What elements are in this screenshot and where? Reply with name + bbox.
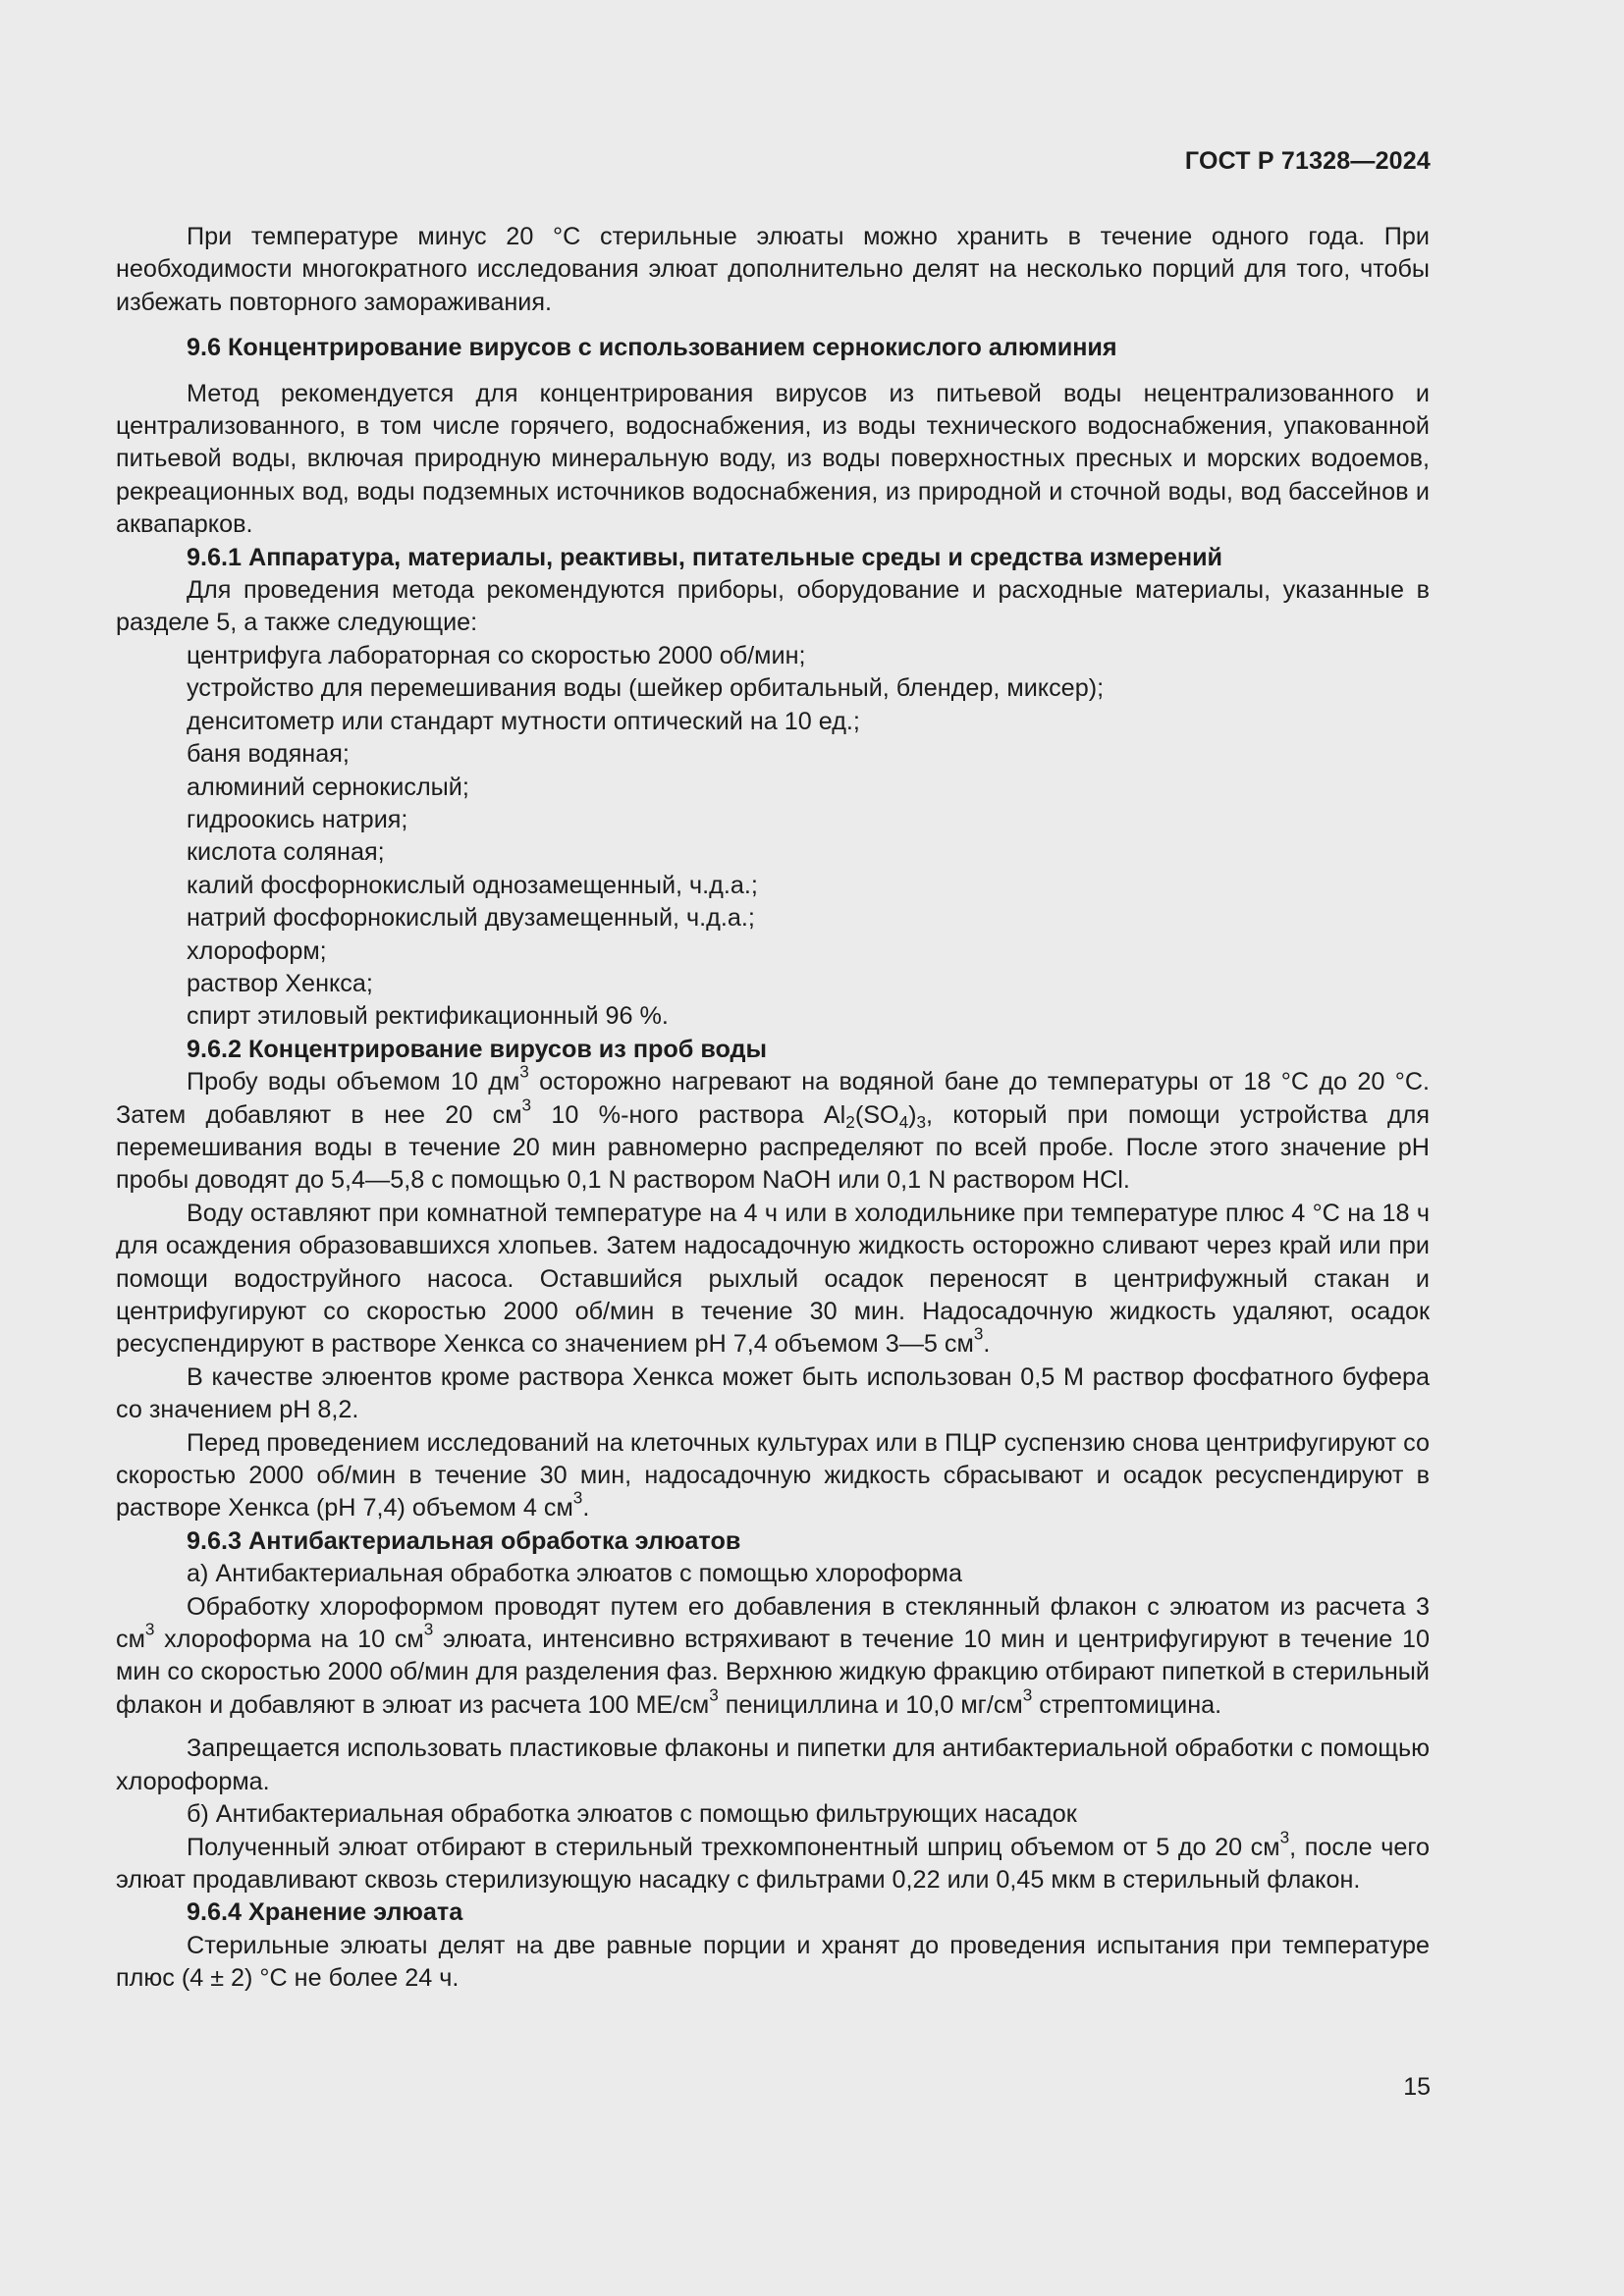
section-heading-9-6-1: 9.6.1 Аппаратура, материалы, реактивы, питательные среды и средства измерений <box>187 543 1223 571</box>
subsection-a-title: а) Антибактериальная обработка элюатов с помощью хлороформа <box>187 1560 962 1588</box>
page-number: 15 <box>1403 2073 1431 2101</box>
list-item: калий фосфорнокислый однозамещенный, ч.д.а.; <box>187 871 758 899</box>
subsection-b-title: б) Антибактериальная обработка элюатов с помощью фильтрующих насадок <box>187 1800 1077 1829</box>
equipment-list <box>116 640 1430 1034</box>
paragraph-sample-treatment: Пробу воды объемом 10 $дм^3$ осторожно нагревают на водяной бане до температуры от 18 °С до 20 °С. Затем добавляют в нее 20 $см^3$ 10 %-ного раствора $Al_2(SO_4)_3$, который при помощи устройства для перемешивания воды в течение 20 мин равномерно распределяют по всей пробе. После этого значение рН пробы доводят до 5,4—5,8 с помощью 0,1 N раствором NaOH или 0,1 N раствором HCl. <box>116 1061 1431 1195</box>
list-item: кислота соляная; <box>187 838 385 867</box>
section-heading-9-6: 9.6 Концентрирование вирусов с использованием сернокислого алюминия <box>187 334 1117 362</box>
list-item: алюминий сернокислый; <box>187 773 469 801</box>
list-item: денситометр или стандарт мутности оптический на 10 ед.; <box>187 707 860 735</box>
list-item: хлороформ; <box>187 936 327 965</box>
list-item: центрифуга лабораторная со скоростью 2000 об/мин; <box>187 641 806 669</box>
document-body <box>116 221 1430 1996</box>
list-item: баня водяная; <box>187 740 350 769</box>
paragraph-sedimentation: Воду оставляют при комнатной температуре на 4 ч или в холодильнике при температуре плюс 4 °С на 18 ч для осаждения образовавшихся хлопьев. Затем надосадочную жидкость осторожно сливают через край или при помощи водоструйного насоса. Оставшийся рыхлый осадок переносят в центрифужный стакан и центрифугируют со скоростью 2000 об/мин в течение 30 мин. Надосадочную жидкость удаляют, осадок ресуспендируют в растворе Хенкса со значением рН 7,4 объемом 3—5 $см^3$. <box>116 1199 1430 1359</box>
paragraph-method-scope: Метод рекомендуется для концентрирования вирусов из питьевой воды нецентрализованного и централизованного, в том числе горячего, водоснабжения, из воды технического водоснабжения, упакованной питьевой воды, включая природную минеральную воду, из воды поверхностных пресных и морских водоемов, рекреационных вод, воды подземных источников водоснабжения, из природной и сточной воды, вод бассейнов и аквапарков. <box>116 379 1430 539</box>
document-header: ГОСТ Р 71328—2024 <box>1184 147 1431 175</box>
paragraph-chloroform-treatment: Обработку хлороформом проводят путем его добавления в стеклянный флакон с элюатом из расчета 3 $см^3$ хлороформа на 10 $см^3$ элюата, интенсивно встряхивают в течение 10 мин и центрифугируют в течение 10 мин со скоростью 2000 об/мин для разделения фаз. Верхнюю жидкую фракцию отбирают пипеткой в стерильный флакон и добавляют в элюат из расчета 100 $МЕ/см^3$ пенициллина и 10,0 $мг/см^3$ стрептомицина. <box>116 1592 1430 1719</box>
paragraph-storage-frozen: При температуре минус 20 °С стерильные элюаты можно хранить в течение одного года. При необходимости многократного исследования элюат дополнительно делят на несколько порций для того, чтобы избежать повторного замораживания. <box>116 223 1430 316</box>
paragraph-plastic-prohibition: Запрещается использовать пластиковые флаконы и пипетки для антибактериальной обработки с помощью хлороформа. <box>116 1735 1430 1795</box>
list-item: устройство для перемешивания воды (шейкер орбитальный, блендер, миксер); <box>187 674 1105 703</box>
section-heading-9-6-2: 9.6.2 Концентрирование вирусов из проб воды <box>187 1035 768 1063</box>
list-item: спирт этиловый ректификационный 96 %. <box>187 1002 669 1031</box>
list-item: натрий фосфорнокислый двузамещенный, ч.д.а.; <box>187 904 755 933</box>
paragraph-filter-treatment: Полученный элюат отбирают в стерильный трехкомпонентный шприц объемом от 5 до 20 $см^3$, после чего элюат продавливают сквозь стерилизующую насадку с фильтрами 0,22 или 0,45 мкм в стерильный флакон. <box>116 1827 1430 1894</box>
list-item: гидроокись натрия; <box>187 805 408 833</box>
list-item: раствор Хенкса; <box>187 969 373 997</box>
paragraph-eluate-storage: Стерильные элюаты делят на две равные порции и хранят до проведения испытания при температуре плюс (4 ± 2) °С не более 24 ч. <box>116 1931 1430 1993</box>
section-heading-9-6-4: 9.6.4 Хранение элюата <box>187 1898 463 1927</box>
paragraph-eluents: В качестве элюентов кроме раствора Хенкса может быть использован 0,5 М раствор фосфатного буфера со значением рН 8,2. <box>116 1362 1430 1424</box>
section-heading-9-6-3: 9.6.3 Антибактериальная обработка элюатов <box>187 1526 741 1555</box>
paragraph-equipment-intro: Для проведения метода рекомендуются приборы, оборудование и расходные материалы, указанные в разделе 5, а также следующие: <box>116 576 1430 637</box>
paragraph-recentrifugation: Перед проведением исследований на клеточных культурах или в ПЦР суспензию снова центрифугируют со скоростью 2000 об/мин в течение 30 мин, надосадочную жидкость сбрасывают и осадок ресуспендируют в растворе Хенкса (рН 7,4) объемом 4 $см^3$. <box>116 1428 1430 1522</box>
